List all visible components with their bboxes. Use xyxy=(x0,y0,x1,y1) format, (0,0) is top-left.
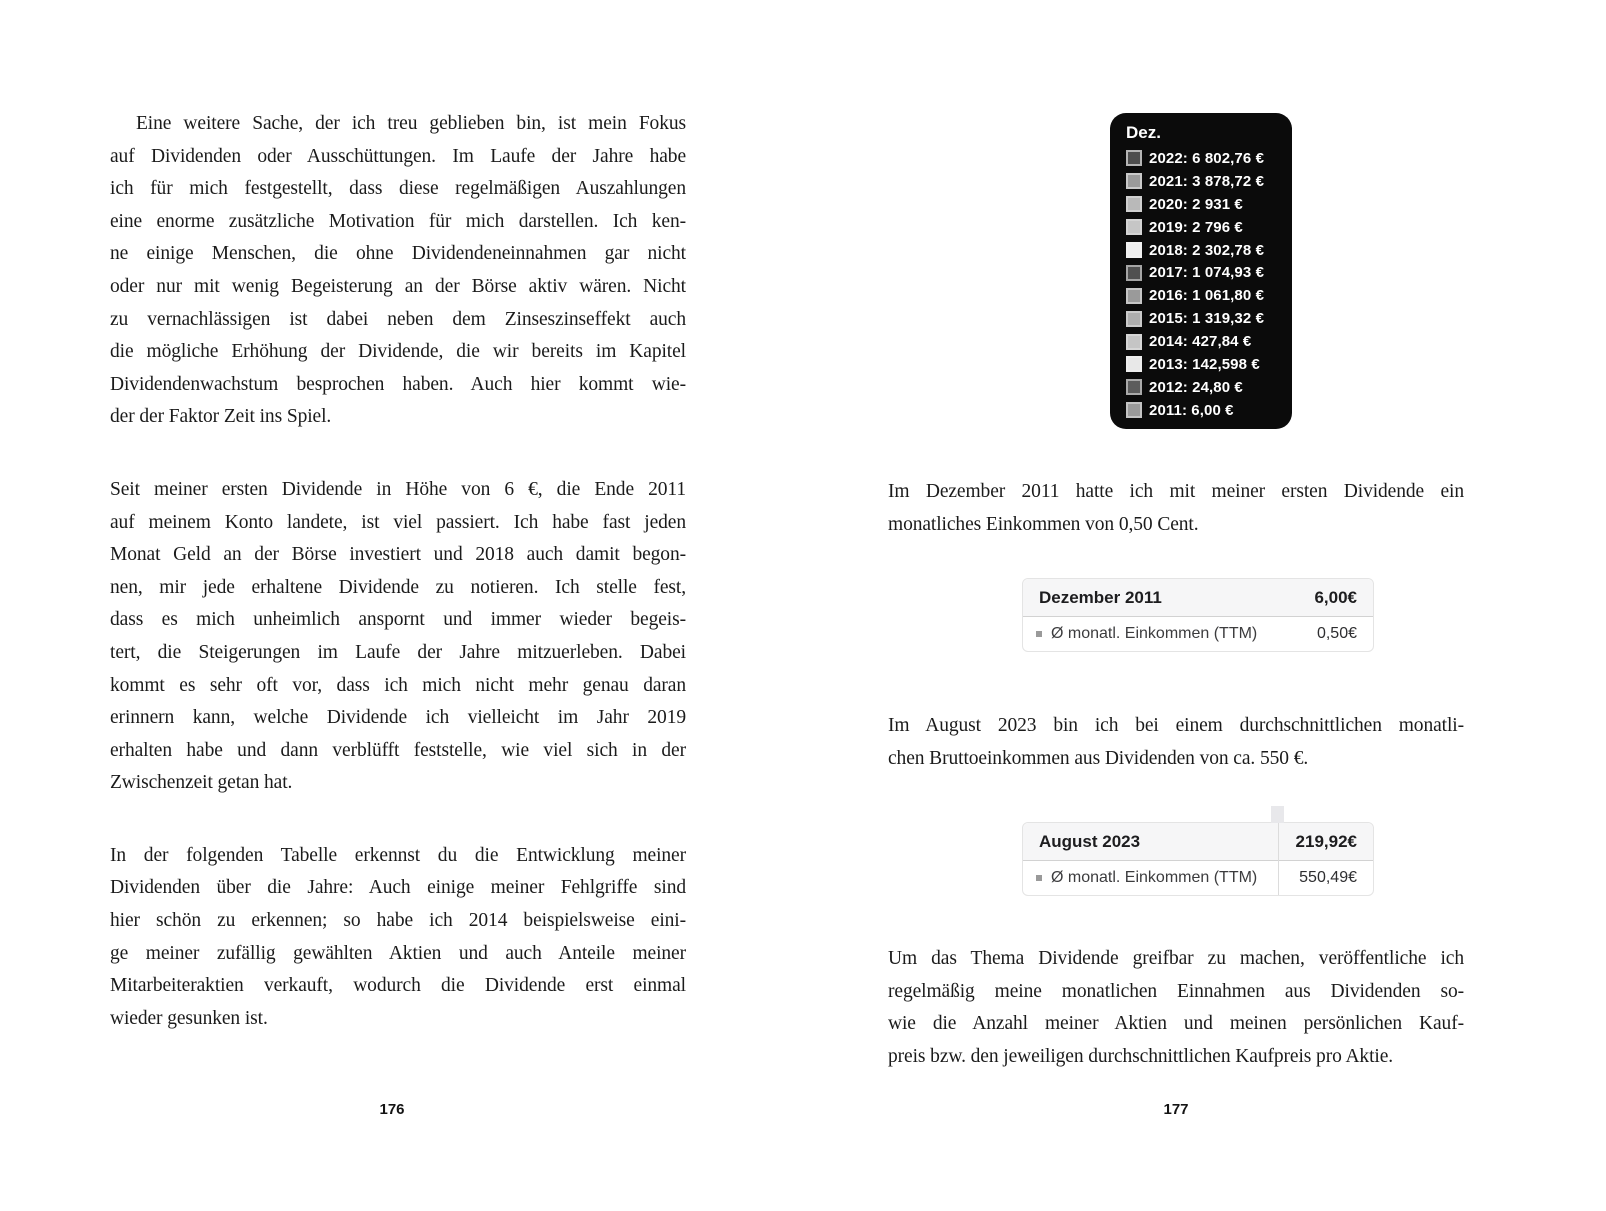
table-header-label: August 2023 xyxy=(1039,831,1141,851)
paragraph xyxy=(110,840,686,1036)
legend-swatch-icon xyxy=(1126,242,1142,258)
text-line: Im August 2023 bin ich bei einem durchschnittlichen monatli- xyxy=(888,715,1464,736)
legend-swatch-icon xyxy=(1126,356,1142,372)
legend-item-label: 2020: 2 931 € xyxy=(1149,195,1243,213)
legend-swatch-icon xyxy=(1126,311,1142,327)
table-header-row xyxy=(1023,823,1373,861)
paragraph xyxy=(110,474,686,800)
text-line: regelmäßig meine monatlichen Einnahmen aus Dividenden so- xyxy=(888,980,1464,1002)
text-line: chen Bruttoeinkommen aus Dividenden von ca. 550 €. xyxy=(888,747,1309,769)
text-line: wie die Anzahl meiner Aktien und meinen persönlichen Kauf- xyxy=(888,1013,1464,1035)
right-page-paragraph-thema xyxy=(888,943,1464,1073)
text-line: erhalten habe und dann verblüfft feststelle, wie viel sich in der xyxy=(110,739,686,761)
text-line: nen, mir jede erhaltene Dividende zu notieren. Ich stelle fest, xyxy=(110,576,686,598)
legend-item-label: 2021: 3 878,72 € xyxy=(1149,172,1265,190)
text-line: erinnern kann, welche Dividende ich vielleicht im Jahr 2019 xyxy=(110,707,686,729)
legend-item-label: 2022: 6 802,76 € xyxy=(1149,149,1265,167)
legend-swatch-icon xyxy=(1126,402,1142,418)
text-line: oder nur mit wenig Begeisterung an der Börse aktiv wären. Nicht xyxy=(110,275,686,297)
right-page-paragraph-august xyxy=(888,710,1464,775)
square-bullet-icon xyxy=(1036,631,1042,637)
legend-item-label: 2015: 1 319,32 € xyxy=(1149,310,1265,328)
table-header-row xyxy=(1023,579,1373,617)
tooltip-legend-list xyxy=(1126,147,1282,422)
text-line: ne einige Menschen, die ohne Dividendeneinnahmen gar nicht xyxy=(110,243,686,265)
tooltip-title: Dez. xyxy=(1126,123,1161,142)
dividend-table-dezember-2011 xyxy=(1022,578,1374,652)
legend-item xyxy=(1126,147,1282,170)
table-row-value: 550,49€ xyxy=(1299,869,1357,886)
table-header-value: 219,92€ xyxy=(1295,831,1357,851)
square-bullet-icon xyxy=(1036,875,1042,881)
legend-item-label: 2012: 24,80 € xyxy=(1149,378,1243,396)
text-line: auf meinem Konto landete, ist viel passiert. Ich habe fast jeden xyxy=(110,511,686,533)
legend-item xyxy=(1126,284,1282,307)
text-line: Um das Thema Dividende greifbar zu machen, veröffentliche ich xyxy=(888,948,1464,969)
page-number-right: 177 xyxy=(1163,1101,1189,1118)
legend-item xyxy=(1126,330,1282,353)
text-line: der der Faktor Zeit ins Spiel. xyxy=(110,406,332,428)
text-line: hier schön zu erkennen; so habe ich 2014 beispielsweise eini- xyxy=(110,910,686,932)
chart-tooltip xyxy=(1110,113,1292,429)
legend-item-label: 2019: 2 796 € xyxy=(1149,218,1243,236)
table-row-label: Ø monatl. Einkommen (TTM) xyxy=(1051,869,1258,886)
paragraph xyxy=(110,108,686,434)
legend-item xyxy=(1126,170,1282,193)
legend-item xyxy=(1126,353,1282,376)
text-line: zu vernachlässigen ist dabei neben dem Zinseszinseffekt auch xyxy=(110,308,686,330)
text-line: Dividenden über die Jahre: Auch einige meiner Fehlgriffe sind xyxy=(110,877,686,899)
text-line: preis bzw. den jeweiligen durchschnittlichen Kaufpreis pro Aktie. xyxy=(888,1045,1394,1067)
legend-item xyxy=(1126,376,1282,399)
text-line: tert, die Steigerungen im Laufe der Jahre mitzuerleben. Dabei xyxy=(110,641,686,663)
text-line: auf Dividenden oder Ausschüttungen. Im Laufe der Jahre habe xyxy=(110,145,686,167)
left-page-text xyxy=(110,108,686,1035)
text-line: In der folgenden Tabelle erkennst du die Entwicklung meiner xyxy=(110,844,686,866)
legend-swatch-icon xyxy=(1126,265,1142,281)
column-divider xyxy=(1278,823,1279,895)
legend-item xyxy=(1126,261,1282,284)
text-line: kommt es sehr oft vor, dass ich mich nicht mehr genau daran xyxy=(110,674,686,696)
text-line: Im Dezember 2011 hatte ich mit meiner ersten Dividende ein xyxy=(888,481,1464,502)
legend-item-label: 2018: 2 302,78 € xyxy=(1149,241,1265,259)
legend-swatch-icon xyxy=(1126,219,1142,235)
column-highlight-stub xyxy=(1271,806,1284,823)
dividend-table-august-2023 xyxy=(1022,822,1374,896)
legend-item-label: 2011: 6,00 € xyxy=(1149,401,1234,419)
text-line: Zwischenzeit getan hat. xyxy=(110,772,293,794)
legend-item-label: 2014: 427,84 € xyxy=(1149,333,1252,351)
table-header-label: Dezember 2011 xyxy=(1039,587,1162,607)
right-page-paragraph-dezember xyxy=(888,476,1464,541)
table-row xyxy=(1023,861,1373,895)
text-line: ich für mich festgestellt, dass diese regelmäßigen Auszahlungen xyxy=(110,178,686,200)
table-header-value: 6,00€ xyxy=(1314,587,1357,607)
paragraph xyxy=(888,476,1464,541)
table-row-value: 0,50€ xyxy=(1316,625,1357,642)
text-line: dass es mich unheimlich anspornt und immer wieder begeis- xyxy=(110,609,686,631)
legend-item xyxy=(1126,193,1282,216)
text-line: monatliches Einkommen von 0,50 Cent. xyxy=(888,513,1199,535)
text-line: Eine weitere Sache, der ich treu geblieben bin, ist mein Fokus xyxy=(136,113,686,134)
legend-swatch-icon xyxy=(1126,379,1142,395)
text-line: ge meiner zufällig gewählten Aktien und auch Anteile meiner xyxy=(110,942,686,964)
legend-item xyxy=(1126,239,1282,262)
text-line: wieder gesunken ist. xyxy=(110,1007,268,1029)
legend-swatch-icon xyxy=(1126,196,1142,212)
legend-item-label: 2013: 142,598 € xyxy=(1149,355,1260,373)
legend-swatch-icon xyxy=(1126,334,1142,350)
text-line: Mitarbeiteraktien verkauft, wodurch die Dividende erst einmal xyxy=(110,975,686,997)
legend-item xyxy=(1126,399,1282,422)
page-number-left: 176 xyxy=(379,1101,405,1118)
legend-swatch-icon xyxy=(1126,173,1142,189)
legend-item-label: 2016: 1 061,80 € xyxy=(1149,287,1265,305)
legend-swatch-icon xyxy=(1126,288,1142,304)
text-line: Seit meiner ersten Dividende in Höhe von 6 €, die Ende 2011 xyxy=(110,478,686,500)
legend-item xyxy=(1126,216,1282,239)
table-row-label: Ø monatl. Einkommen (TTM) xyxy=(1051,625,1258,642)
paragraph xyxy=(888,943,1464,1073)
legend-swatch-icon xyxy=(1126,150,1142,166)
text-line: Monat Geld an der Börse investiert und 2018 auch damit begon- xyxy=(110,544,686,566)
text-line: die mögliche Erhöhung der Dividende, die wir bereits im Kapitel xyxy=(110,341,686,363)
table-row xyxy=(1023,617,1373,651)
legend-item-label: 2017: 1 074,93 € xyxy=(1149,264,1265,282)
text-line: Dividendenwachstum besprochen haben. Auch hier kommt wie- xyxy=(110,373,686,395)
legend-item xyxy=(1126,307,1282,330)
text-line: eine enorme zusätzliche Motivation für mich darstellen. Ich ken- xyxy=(110,210,686,232)
paragraph xyxy=(888,710,1464,775)
